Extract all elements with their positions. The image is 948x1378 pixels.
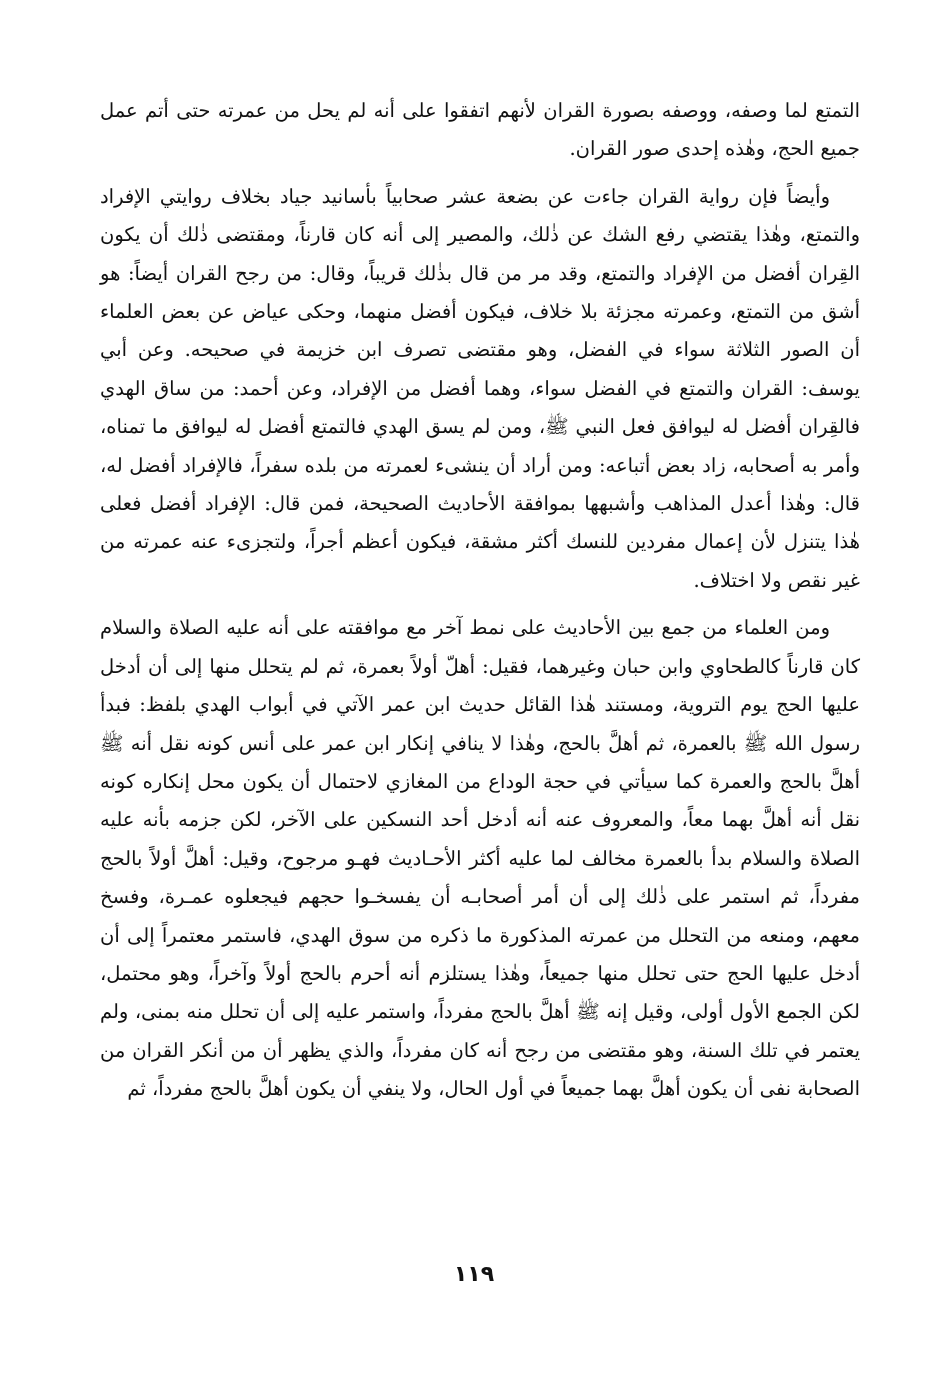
paragraph-2: وأيضاً فإن رواية القران جاءت عن بضعة عشر صحابياً بأسانيد جياد بخلاف روايتي الإفراد والتمتع، وهٰذا يقتضي رفع الشك عن ذٰلك، والمصير إلى أنه كان قارناً، ومقتضى ذٰلك أن يكون القِران أفضل من الإفراد والتمتع، وقد مر من قال بذٰلك قريباً، وقال: من رجح القران أيضاً: هو أشق من التمتع، وعمرته مجزئة بلا خلاف، فيكون أفضل منهما، وحكى عياض عن بعض العلماء أن الصور الثلاثة سواء في الفضل، وهو مقتضى تصرف ابن خزيمة في صحيحه. وعن أبي يوسف: القران والتمتع في الفضل سواء، وهما أفضل من الإفراد، وعن أحمد: من ساق الهدي فالقِران أفضل له ليوافق فعل النبي ﷺ، ومن لم يسق الهدي فالتمتع أفضل له ليوافق ما تمناه، وأمر به أصحابه، زاد بعض أتباعه: ومن أراد أن ينشىء لعمرته من بلده سفراً، فالإفراد أفضل له، قال: وهٰذا أعدل المذاهب وأشبهها بموافقة الأحاديث الصحيحة، فمن قال: الإفراد أفضل فعلى هٰذا يتنزل لأن إعمال مفردين للنسك أكثر مشقة، فيكون أعظم أجراً، ولتجزىء عنه عمرته من غير نقص ولا اختلاف. [100,184,860,592]
page-number: ١١٩ [453,1262,495,1287]
main-text [100,92,860,1109]
paragraph-3: ومن العلماء من جمع بين الأحاديث على نمط آخر مع موافقته على أنه عليه الصلاة والسلام كان قارناً كالطحاوي وابن حبان وغيرهما، فقيل: أهلّ أولاً بعمرة، ثم لم يتحلل منها إلى أن أدخل عليها الحج يوم التروية، ومستند هٰذا القائل حديث ابن عمر الآتي في أبواب الهدي بلفظ: فبدأ رسول الله ﷺ بالعمرة، ثم أهلَّ بالحج، وهٰذا لا ينافي إنكار ابن عمر على أنس كونه نقل أنه ﷺ أهلَّ بالحج والعمرة كما سيأتي في حجة الوداع من المغازي لاحتمال أن يكون محل إنكاره كونه نقل أنه أهلَّ بهما معاً، والمعروف عنه أنه أدخل أحد النسكين على الآخر، لكن جزمه بأنه عليه الصلاة والسلام بدأ بالعمرة مخالف لما عليه أكثر الأحـاديث فهـو مرجوح، وقيل: أهلَّ أولاً بالحج مفرداً، ثم استمر على ذٰلك إلى أن أمر أصحابـه أن يفسخـوا حجهم فيجعلوه عمـرة، وفسخ معهم، ومنعه من التحلل من عمرته المذكورة ما ذكره من سوق الهدي، فاستمر معتمراً إلى أن أدخل عليها الحج حتى تحلل منها جميعاً، وهٰذا يستلزم أنه أحرم بالحج أولاً وآخراً، وهو محتمل، لكن الجمع الأول أولى، وقيل إنه ﷺ أهلَّ بالحج مفرداً، واستمر عليه إلى أن تحلل منه بمنى، ولم يعتمر في تلك السنة، وهو مقتضى من رجح أنه كان مفرداً، والذي يظهر أن من أنكر القران من الصحابة نفى أن يكون أهلَّ بهما جميعاً في أول الحال، ولا ينفي أن يكون أهلَّ بالحج مفرداً، ثم [100,616,860,1101]
paragraph-1: التمتع لما وصفه، ووصفه بصورة القران لأنهم اتفقوا على أنه لم يحل من عمرته حتى أتم عمل جميع الحج، وهٰذه إحدى صور القران. [100,99,860,161]
